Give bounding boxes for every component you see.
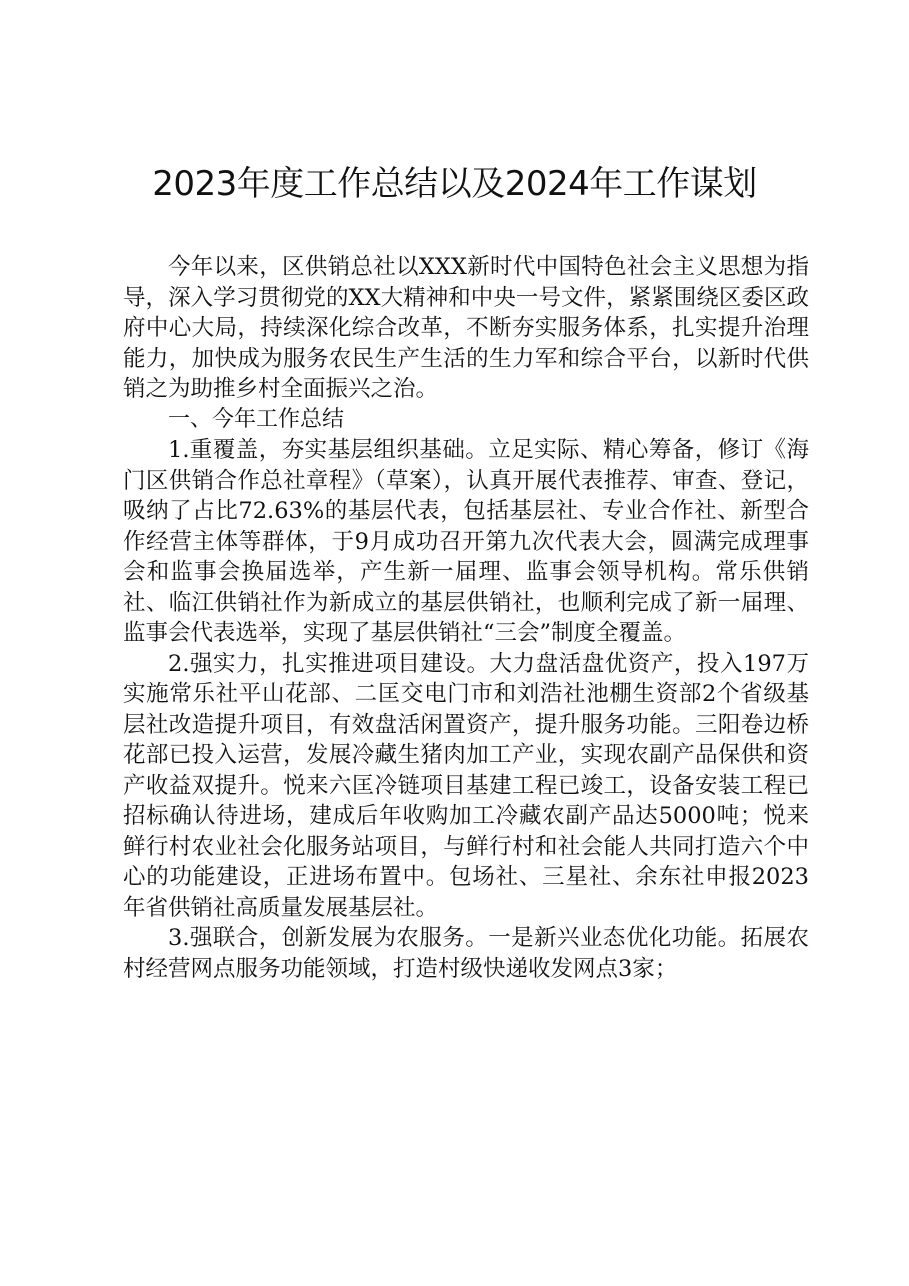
intro-paragraph: 今年以来，区供销总社以XXX新时代中国特色社会主义思想为指导，深入学习贯彻党的XX大精神和中央一号文件，紧紧围绕区委区政府中心大局，持续深化综合改革，不断夯实服务体系，扎实提升治理能力，加快成为服务农民生产生活的生力军和综合平台，以新时代供销之为助推乡村全面振兴之治。 <box>123 254 809 402</box>
section-heading: 一、今年工作总结 <box>168 406 345 432</box>
document-title: 2023年度工作总结以及2024年工作谋划 <box>152 164 757 204</box>
item-paragraph-1: 1.重覆盖，夯实基层组织基础。立足实际、精心筹备，修订《海门区供销合作总社章程》（草案），认真开展代表推荐、审查、登记，吸纳了占比72.63%的基层代表，包括基层社、专业合作社、新型合作经营主体等群体，于9月成功召开第九次代表大会，圆满完成理事会和监事会换届选举，产生新一届理、监事会领导机构。常乐供销社、临江供销社作为新成立的基层供销社，也顺利完成了新一届理、监事会代表选举，实现了基层供销社“三会”制度全覆盖。 <box>123 437 809 646</box>
document-body <box>123 252 809 984</box>
item-paragraph-2: 2.强实力，扎实推进项目建设。大力盘活盘优资产，投入197万实施常乐社平山花部、二匡交电门市和刘浩社池棚生资部2个省级基层社改造提升项目，有效盘活闲置资产，提升服务功能。三阳卷边桥花部已投入运营，发展冷藏生猪肉加工产业，实现农副产品保供和资产收益双提升。悦来六匡冷链项目基建工程已竣工，设备安装工程已招标确认待进场，建成后年收购加工冷藏农副产品达5000吨；悦来鲜行村农业社会化服务站项目，与鲜行村和社会能人共同打造六个中心的功能建设，正进场布置中。包场社、三星社、余东社申报2023年省供销社高质量发展基层社。 <box>123 650 809 921</box>
item-paragraph-3: 3.强联合，创新发展为农服务。一是新兴业态优化功能。拓展农村经营网点服务功能领域，打造村级快递收发网点3家； <box>123 925 809 982</box>
